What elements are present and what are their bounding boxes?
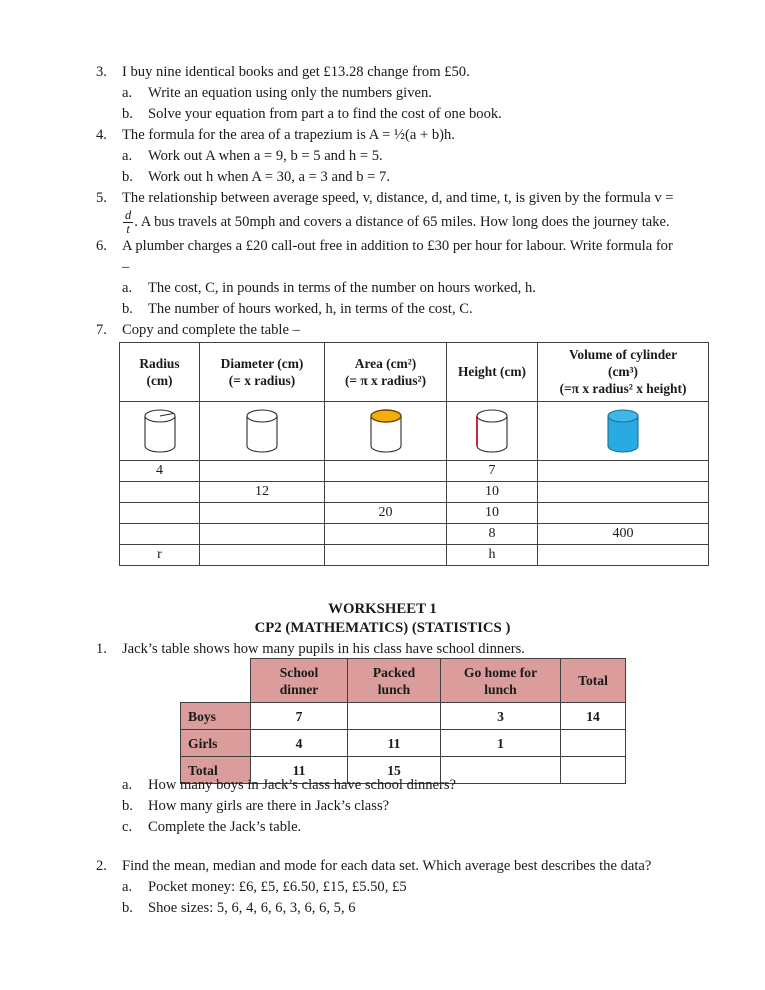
cell-cylinder-radius [120, 402, 200, 461]
cell [200, 524, 325, 545]
table-row [120, 461, 709, 482]
cell [200, 545, 325, 566]
question-text: Copy and complete the table – [122, 321, 300, 338]
row-label-total: Total [181, 757, 251, 784]
cell [325, 461, 447, 482]
cell-cylinder-plain [200, 402, 325, 461]
cell: 15 [348, 757, 441, 784]
jacks-table [180, 658, 626, 784]
cell: 4 [251, 730, 348, 757]
cell: 10 [447, 482, 538, 503]
cell: 8 [447, 524, 538, 545]
question-number: b. [122, 300, 133, 317]
header-line: lunch [377, 681, 411, 697]
cell [538, 461, 709, 482]
question-text: Complete the Jack’s table. [148, 819, 302, 835]
question-text: The number of hours worked, h, in terms of the cost, C. [148, 300, 473, 317]
cell [325, 545, 447, 566]
question-number: b. [122, 798, 133, 814]
header-line: Radius [139, 355, 180, 371]
header-line: dinner [279, 681, 319, 697]
cell [325, 524, 447, 545]
table-row [120, 545, 709, 566]
question-number: 5. [96, 190, 107, 206]
col-header-total [561, 659, 626, 703]
col-header-radius [120, 343, 200, 402]
question-item [96, 796, 711, 817]
fraction-d-over-t [123, 209, 133, 236]
question-number: a. [122, 85, 133, 101]
cylinder-orange-top-icon [363, 406, 409, 456]
spacer [96, 838, 711, 856]
header-line: Height (cm) [457, 364, 527, 379]
table-row [120, 524, 709, 545]
stats-table-container [180, 658, 625, 784]
question6-line2: – [122, 258, 130, 275]
question-number: a. [122, 148, 133, 164]
header-line: Go home for [463, 664, 538, 680]
cell: 7 [447, 461, 538, 482]
question-text: Work out h when A = 30, a = 3 and b = 7. [148, 169, 390, 185]
question-number: 2. [96, 858, 107, 874]
question-item [96, 125, 711, 146]
header-line: (cm³) [607, 364, 639, 379]
question-number: 3. [96, 64, 107, 80]
cell: 1 [441, 730, 561, 757]
col-header-go-home-for-lunch [441, 659, 561, 703]
col-header-height [447, 343, 538, 402]
table-row [181, 703, 626, 730]
cylinder-image-row [120, 402, 709, 461]
question-item [96, 278, 711, 299]
cell [120, 503, 200, 524]
cylinder-blue-icon [600, 406, 646, 456]
cylinder-table-header-row [120, 343, 709, 402]
stats-header-row [181, 659, 626, 703]
question-item [96, 83, 711, 104]
question-number: 7. [96, 321, 107, 338]
header-line: Total [578, 673, 608, 688]
question-item [96, 104, 711, 125]
cylinder-table-container [119, 342, 708, 566]
cell [200, 503, 325, 524]
cell: 3 [441, 703, 561, 730]
cell [538, 482, 709, 503]
corner-cell [181, 659, 251, 703]
header-line: School [279, 664, 319, 680]
question-text [122, 188, 711, 236]
question-item [96, 146, 711, 167]
question-number: 6. [96, 237, 107, 254]
question-text: How many girls are there in Jack’s class? [148, 798, 390, 814]
question-number: b. [122, 900, 133, 916]
cell-cylinder-blue [538, 402, 709, 461]
question-item [96, 62, 711, 83]
header-line: Packed [372, 664, 416, 680]
cell: 7 [251, 703, 348, 730]
question-number: a. [122, 279, 133, 296]
question-number: b. [122, 169, 133, 185]
question-number: 1. [96, 641, 107, 657]
col-header-diameter [200, 343, 325, 402]
cell: 20 [325, 503, 447, 524]
question-text: The formula for the area of a trapezium is A = ½(a + b)h. [122, 127, 455, 143]
question-item [96, 299, 711, 320]
question-text: Shoe sizes: 5, 6, 4, 6, 6, 3, 6, 6, 5, 6 [148, 900, 356, 916]
table-row [120, 482, 709, 503]
cell: 4 [120, 461, 200, 482]
question-text: Pocket money: £6, £5, £6.50, £15, £5.50, £5 [148, 879, 407, 895]
fraction-numerator: d [125, 208, 132, 222]
question-item-7 [96, 320, 711, 341]
question-item [96, 898, 711, 919]
header-line: (= π x radius²) [344, 372, 427, 388]
cell: r [120, 545, 200, 566]
question-item-5 [96, 188, 711, 236]
col-header-packed-lunch [348, 659, 441, 703]
cell-cylinder-orange-top [325, 402, 447, 461]
question-item [96, 877, 711, 898]
col-header-school-dinner [251, 659, 348, 703]
stats-question-1 [96, 639, 711, 660]
header-line: (= x radius) [228, 372, 296, 388]
question-number: b. [122, 106, 133, 122]
question-text: I buy nine identical books and get £13.28 change from £50. [122, 64, 470, 80]
cell [538, 545, 709, 566]
header-line: (cm) [146, 372, 173, 388]
cell: 10 [447, 503, 538, 524]
fraction-denominator: t [123, 222, 133, 236]
header-line: Diameter (cm) [220, 355, 304, 371]
cell: h [447, 545, 538, 566]
col-header-volume [538, 343, 709, 402]
cell: 14 [561, 703, 626, 730]
question5-line2: . A bus travels at 50mph and covers a distance of 65 miles. How long does the journey take. [134, 213, 670, 230]
question-item [96, 817, 711, 838]
cell: 400 [538, 524, 709, 545]
cell: 11 [251, 757, 348, 784]
cell [120, 482, 200, 503]
worksheet-subtitle: CP2 (MATHEMATICS) (STATISTICS ) [254, 620, 511, 636]
cell [120, 524, 200, 545]
cell [200, 461, 325, 482]
questions-bottom-list [96, 775, 711, 919]
header-line: Volume of cylinder [568, 347, 678, 362]
question-text: The cost, C, in pounds in terms of the number on hours worked, h. [148, 279, 536, 296]
questions-top-list [96, 62, 711, 341]
cell [538, 503, 709, 524]
cell: 11 [348, 730, 441, 757]
question-number: a. [122, 777, 133, 793]
question-item [96, 167, 711, 188]
cell [561, 730, 626, 757]
question-item [96, 775, 711, 796]
col-header-area [325, 343, 447, 402]
question-item [96, 856, 711, 877]
question-item-6 [96, 236, 711, 278]
row-label-girls: Girls [181, 730, 251, 757]
question6-line1: A plumber charges a £20 call-out free in addition to £30 per hour for labour. Write formula for [122, 237, 673, 254]
cell [325, 482, 447, 503]
cell: 12 [200, 482, 325, 503]
question-text [122, 236, 711, 278]
cylinder-radius-icon [137, 406, 183, 456]
header-line: Area (cm²) [354, 355, 417, 371]
row-label-boys: Boys [181, 703, 251, 730]
question-text: Jack’s table shows how many pupils in his class have school dinners. [122, 641, 525, 657]
cylinder-height-icon [469, 406, 515, 456]
question-text: Solve your equation from part a to find the cost of one book. [148, 106, 502, 122]
question-text: Find the mean, median and mode for each data set. Which average best describes the data? [122, 858, 652, 874]
question-number: 4. [96, 127, 107, 143]
table-row [120, 503, 709, 524]
question-text: Work out A when a = 9, b = 5 and h = 5. [148, 148, 383, 164]
header-line: (=π x radius² x height) [559, 381, 687, 396]
question-text: Write an equation using only the numbers given. [148, 85, 432, 101]
worksheet-title: WORKSHEET 1 [328, 601, 437, 617]
cylinder-plain-icon [239, 406, 285, 456]
question-text: How many boys in Jack’s class have school dinners? [148, 777, 457, 793]
cell [348, 703, 441, 730]
cylinder-table [119, 342, 709, 566]
header-line: lunch [484, 681, 517, 697]
table-row [181, 730, 626, 757]
cell-cylinder-height [447, 402, 538, 461]
question-number: c. [122, 819, 133, 835]
question-number: a. [122, 879, 133, 895]
question5-line1: The relationship between average speed, v, distance, d, and time, t, is given by the formula v = [122, 190, 674, 206]
